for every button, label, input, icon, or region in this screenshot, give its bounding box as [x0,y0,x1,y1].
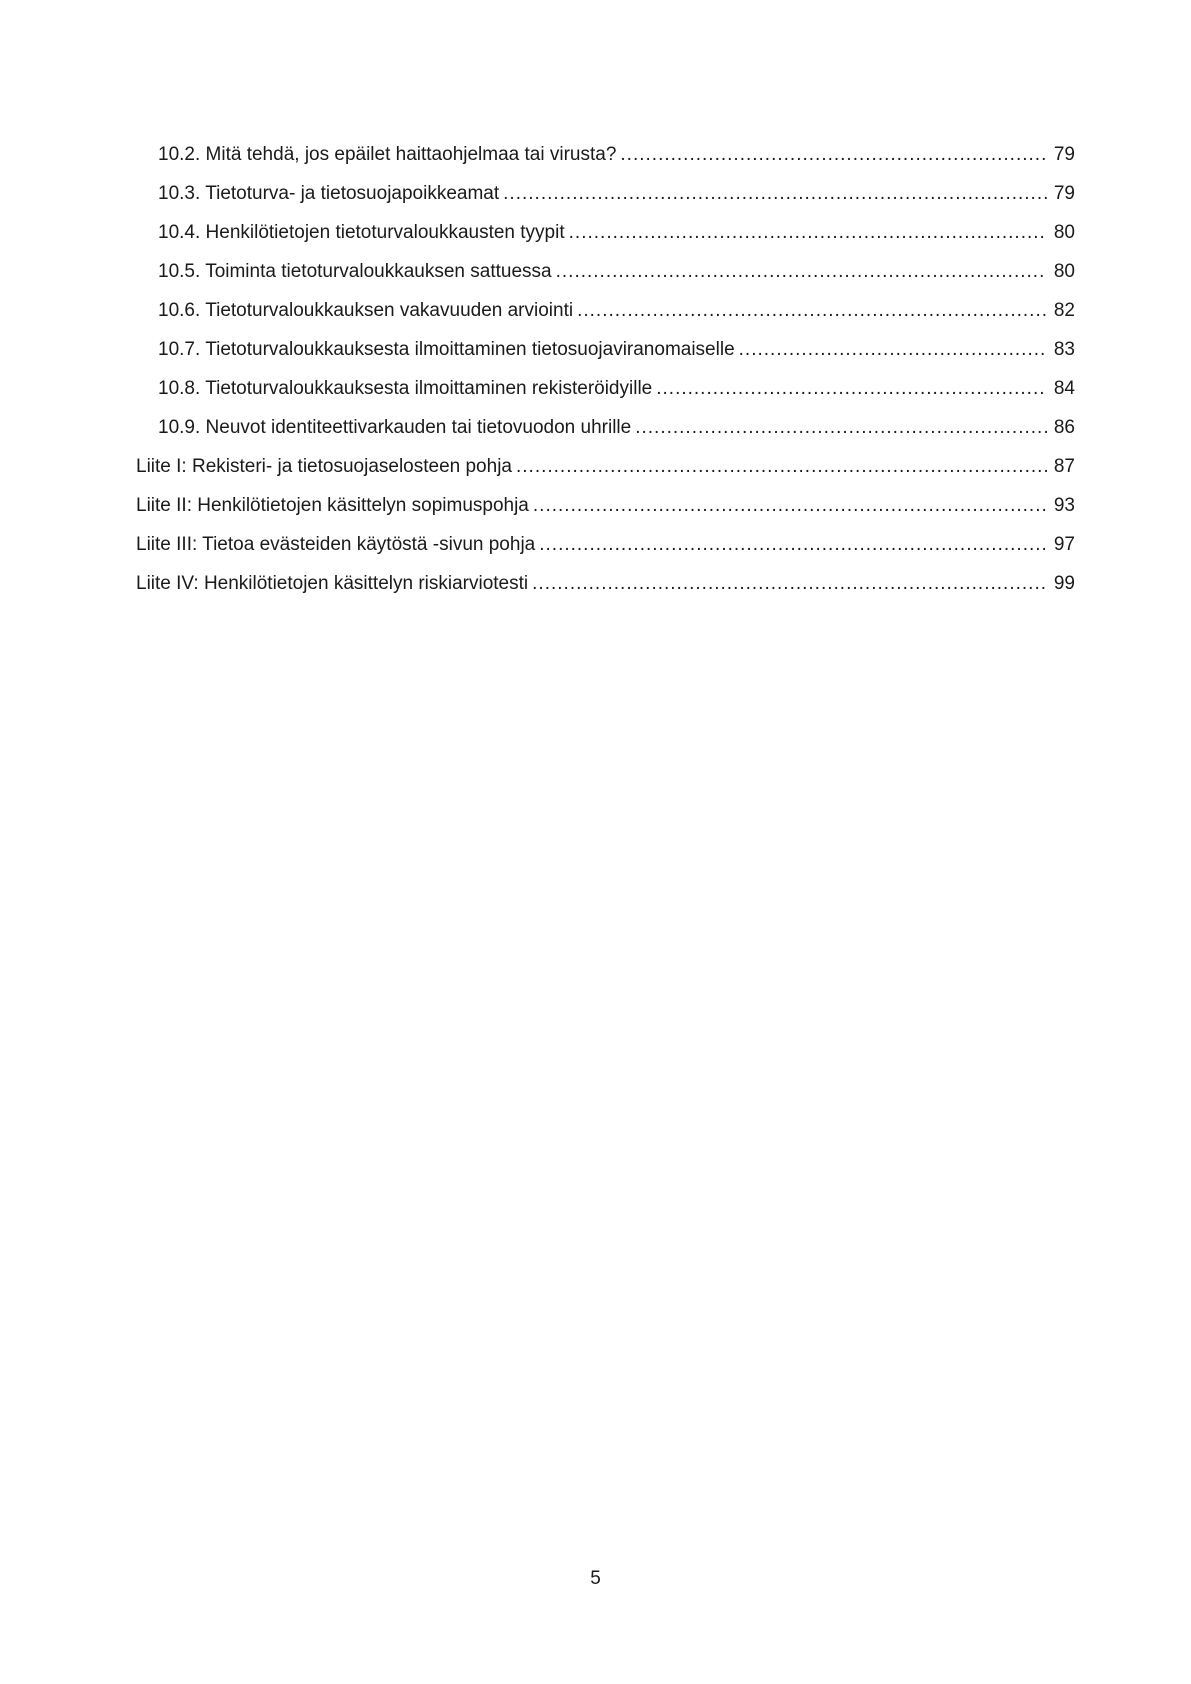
toc-entry[interactable] [158,376,1075,402]
toc-entry[interactable] [158,259,1075,285]
toc-entry-page: 87 [1053,456,1075,477]
toc-entry-title: 10.6. Tietoturvaloukkauksen vakavuuden arviointi [158,300,574,321]
toc-entry-page: 93 [1053,495,1075,516]
toc-dot-leader [739,337,1047,363]
toc-entry[interactable] [136,532,1075,558]
toc-entry-page: 79 [1053,144,1075,165]
toc-entry-page: 99 [1053,573,1075,594]
toc-entry-title: 10.2. Mitä tehdä, jos epäilet haittaohjelmaa tai virusta? [158,144,617,165]
toc-dot-leader [539,532,1047,558]
toc-entry-title: Liite III: Tietoa evästeiden käytöstä -sivun pohja [136,534,536,555]
toc-entry-title: 10.8. Tietoturvaloukkauksesta ilmoittaminen rekisteröidyille [158,378,653,399]
toc-dot-leader [569,220,1047,246]
toc-dot-leader [656,376,1047,402]
toc-entry-page: 82 [1053,300,1075,321]
toc-entry-page: 83 [1053,339,1075,360]
toc-entry[interactable] [158,181,1075,207]
toc-entry-page: 79 [1053,183,1075,204]
toc-entry-title: Liite II: Henkilötietojen käsittelyn sopimuspohja [136,495,529,516]
toc-entry-title: Liite I: Rekisteri- ja tietosuojaselosteen pohja [136,456,512,477]
toc-dot-leader [533,493,1047,519]
toc-entry-title: 10.5. Toiminta tietoturvaloukkauksen sattuessa [158,261,552,282]
toc-entry[interactable] [158,415,1075,441]
toc-entry[interactable] [158,142,1075,168]
toc-dot-leader [620,142,1047,168]
toc-dot-leader [516,454,1047,480]
toc-entry-page: 80 [1053,222,1075,243]
toc-entry[interactable] [158,298,1075,324]
toc-dot-leader [556,259,1047,285]
toc-entry-title: 10.4. Henkilötietojen tietoturvaloukkausten tyypit [158,222,565,243]
toc-entry-page: 97 [1053,534,1075,555]
toc-entry-title: 10.3. Tietoturva- ja tietosuojapoikkeamat [158,183,500,204]
toc-entry-page: 84 [1053,378,1075,399]
toc-entry[interactable] [158,220,1075,246]
toc-dot-leader [503,181,1047,207]
toc-entry[interactable] [136,493,1075,519]
toc-entry[interactable] [158,337,1075,363]
toc-dot-leader [532,571,1047,597]
toc-entry-title: 10.9. Neuvot identiteettivarkauden tai tietovuodon uhrille [158,417,632,438]
toc-entry-title: 10.7. Tietoturvaloukkauksesta ilmoittaminen tietosuojaviranomaiselle [158,339,735,360]
toc-dot-leader [635,415,1047,441]
toc-dot-leader [577,298,1047,324]
toc-entry-page: 86 [1053,417,1075,438]
toc-entry-page: 80 [1053,261,1075,282]
page-number: 5 [590,1568,601,1589]
toc-entry-title: Liite IV: Henkilötietojen käsittelyn riskiarviotesti [136,573,529,594]
toc-entry[interactable] [136,454,1075,480]
toc-entry[interactable] [136,571,1075,597]
